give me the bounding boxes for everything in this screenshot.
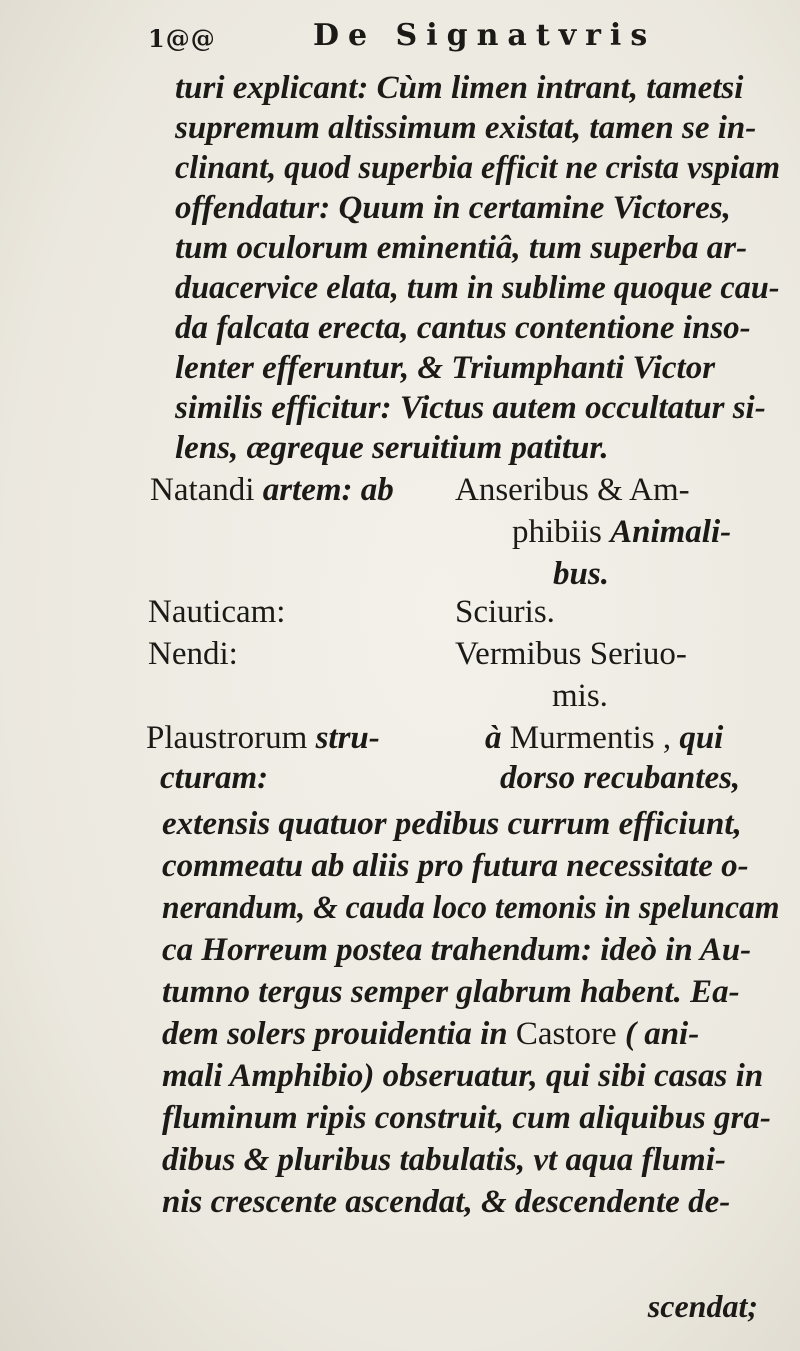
table-row-4-left: Plaustrorum stru- <box>146 720 380 756</box>
table-row-4-left-cont: cturam: <box>160 760 269 796</box>
text-line: similis efficitur: Victus autem occultatur si- <box>175 390 766 426</box>
page-number: 1@@ <box>148 24 216 53</box>
table-row-4-right: à Murmentis , qui <box>485 720 724 756</box>
table-row-1-left: Natandi artem: ab <box>150 472 394 508</box>
text-line: lens, ægreque seruitium patitur. <box>175 430 609 466</box>
text-line: tumno tergus semper glabrum habent. Ea- <box>162 974 740 1010</box>
text-line: lenter efferuntur, & Triumphanti Victor <box>175 350 716 386</box>
text-line: fluminum ripis construit, cum aliquibus gra- <box>162 1100 771 1136</box>
table-row-3-right-cont: mis. <box>552 678 608 714</box>
text-line: turi explicant: Cùm limen intrant, tametsi <box>175 70 744 106</box>
text-line: extensis quatuor pedibus currum efficiunt, <box>162 806 742 842</box>
text-line: dem solers prouidentia in Castore ( ani- <box>162 1016 700 1052</box>
table-row-4-right-cont: dorso recubantes, <box>500 760 741 796</box>
text-line: clinant, quod superbia efficit ne crista vspiam <box>175 150 781 186</box>
text-line: ca Horreum postea trahendum: ideò in Au- <box>162 932 752 968</box>
table-row-2-left: Nauticam: <box>148 594 286 630</box>
text-line: commeatu ab aliis pro futura necessitate o- <box>162 848 749 884</box>
table-row-3-left: Nendi: <box>148 636 238 672</box>
table-row-1-right-cont: phibiis Animali- <box>512 514 732 550</box>
text-line: dibus & pluribus tabulatis, vt aqua flumi- <box>162 1142 726 1178</box>
catchword: scendat; <box>647 1288 758 1324</box>
text-line: offendatur: Quum in certamine Victores, <box>175 190 731 226</box>
castore-word: Castore <box>515 1016 617 1052</box>
running-title: De Signatvris <box>313 18 657 53</box>
text-line: duacervice elata, tum in sublime quoque cau- <box>175 270 780 306</box>
table-row-1-right: Anseribus & Am- <box>455 472 690 508</box>
table-row-2-right: Sciuris. <box>455 594 555 630</box>
text-line: nerandum, & cauda loco temonis in speluncam <box>162 890 780 926</box>
text-line: da falcata erecta, cantus contentione inso- <box>175 310 751 346</box>
text-line: tum oculorum eminentiâ, tum superba ar- <box>175 230 748 266</box>
table-row-1-right-end: bus. <box>553 556 609 592</box>
text-line: nis crescente ascendat, & descendente de- <box>162 1184 731 1220</box>
page-header <box>148 18 768 66</box>
text-line: mali Amphibio) obseruatur, qui sibi casas in <box>162 1058 764 1094</box>
table-row-3-right: Vermibus Seriuo- <box>455 636 687 672</box>
text-line: supremum altissimum existat, tamen se in- <box>175 110 757 146</box>
